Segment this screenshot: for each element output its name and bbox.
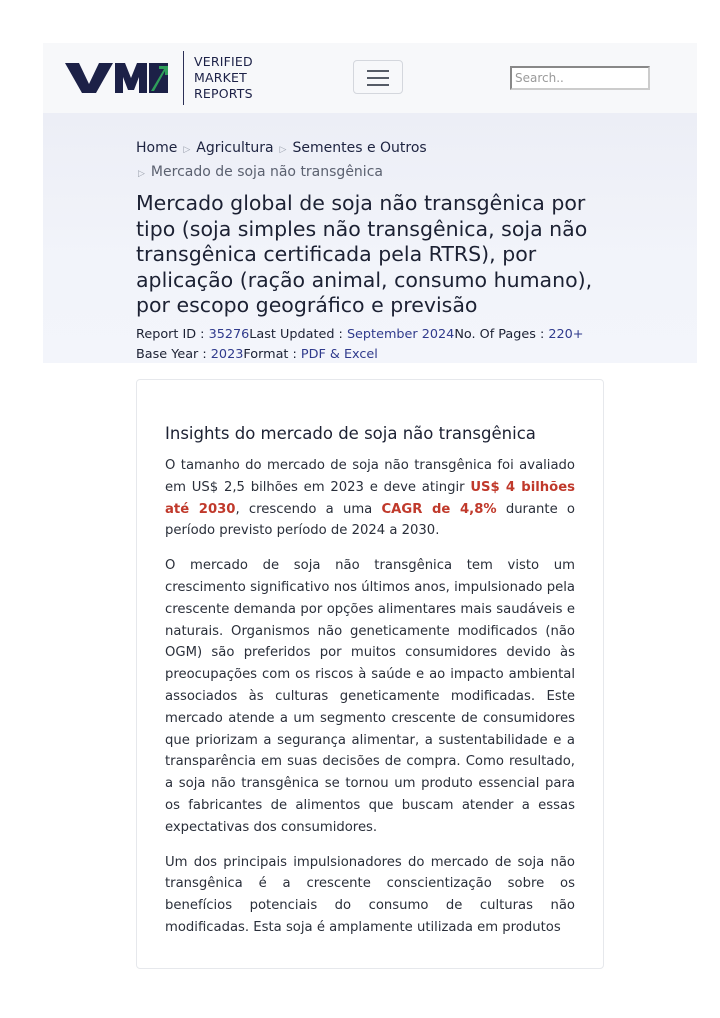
- insights-paragraph-1: O tamanho do mercado de soja não transgênica foi avaliado em US$ 2,5 bilhões em 2023 e deve atingir US$ 4 bilhões até 2030, crescendo a uma CAGR de 4,8% durante o período previsto período de 2024 a 2030.: [165, 458, 576, 539]
- insights-heading: Insights do mercado de soja não transgênica: [165, 424, 536, 443]
- breadcrumb-separator-icon: ▷: [138, 169, 145, 179]
- logo-wordmark: [194, 54, 253, 102]
- insights-card: [136, 379, 604, 969]
- base-year: 2023: [210, 346, 244, 362]
- site-logo[interactable]: [65, 51, 253, 105]
- report-meta: [136, 325, 606, 365]
- logo-divider: [183, 51, 184, 105]
- hamburger-menu-icon: [367, 70, 389, 72]
- breadcrumb-seeds[interactable]: Sementes e Outros: [292, 140, 427, 156]
- search-input[interactable]: [510, 66, 650, 90]
- breadcrumb-separator-icon: ▷: [183, 145, 191, 155]
- breadcrumb-agriculture[interactable]: Agricultura: [196, 140, 274, 156]
- vmr-logo-mark: [65, 58, 169, 98]
- site-header: [43, 43, 697, 113]
- logo-line-2: MARKET: [194, 70, 247, 85]
- report-format: PDF & Excel: [300, 346, 378, 362]
- hamburger-menu-button[interactable]: [353, 60, 403, 94]
- insights-paragraph-3: Um dos principais impulsionadores do mercado de soja não transgênica é a crescente conscientização sobre os benefícios potenciais do consumo de culturas não modificadas. Esta soja é amplamente utilizada em produtos: [165, 854, 575, 935]
- logo-line-3: REPORTS: [194, 86, 253, 101]
- breadcrumb-separator-icon: ▷: [279, 145, 287, 155]
- report-hero: [43, 113, 697, 363]
- report-id: 35276: [208, 326, 250, 342]
- report-meta-line-2: Base Year : 2023Format : PDF & Excel: [136, 346, 378, 362]
- insights-paragraph-2: O mercado de soja não transgênica tem visto um crescimento significativo nos últimos anos, impulsionado pela crescente demanda por opções alimentares mais saudáveis e naturais. Organismos não geneticamente modificados (não OGM) são preferidos por muitos consumidores devido às preocupações com os riscos à saúde e ao impacto ambiental associados às culturas geneticamente modificadas. Este mercado atende a um segmento crescente de consumidores que priorizam a segurança alimentar, a sustentabilidade e a transparência em suas decisões de compra. Como resultado, a soja não transgênica se tornou um produto essencial para os fabricantes de alimentos que buscam atender a essas expectativas dos consumidores.: [165, 558, 575, 835]
- page: [43, 43, 697, 935]
- breadcrumb-current: Mercado de soja não transgênica: [150, 164, 383, 180]
- report-meta-line-1: Report ID : 35276Last Updated : September 2024No. Of Pages : 220+: [136, 326, 584, 342]
- last-updated: September 2024: [346, 326, 455, 342]
- breadcrumb: [136, 137, 606, 185]
- logo-line-1: VERIFIED: [194, 54, 253, 69]
- page-count: 220+: [548, 326, 584, 342]
- market-size-highlight: US$ 4 bilhões até 2030: [165, 479, 576, 517]
- page-title: Mercado global de soja não transgênica por tipo (soja simples não transgênica, soja não transgênica certificada pela RTRS), por aplicação (ração animal, consumo humano), por escopo geográfico e previsão: [136, 191, 593, 317]
- breadcrumb-home[interactable]: Home: [136, 140, 178, 156]
- cagr-highlight: CAGR de 4,8%: [381, 501, 497, 517]
